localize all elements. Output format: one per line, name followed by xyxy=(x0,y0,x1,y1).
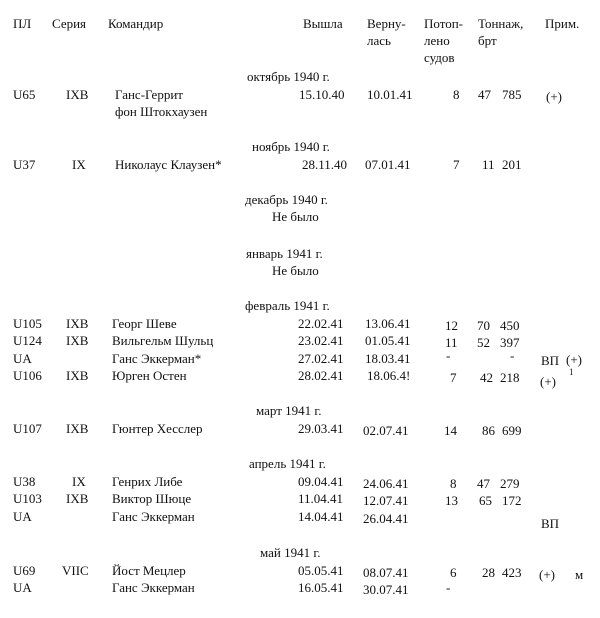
commander-cell: Вильгельм Шульц xyxy=(112,333,214,348)
tonnage-thousands-cell: 65 xyxy=(479,493,492,508)
departed-cell: 27.02.41 xyxy=(298,351,344,366)
tonnage-thousands-cell: 70 xyxy=(477,318,490,333)
footnote-marker: 1 xyxy=(569,367,574,377)
pl-cell: UA xyxy=(13,351,32,366)
commander-cell: Георг Шеве xyxy=(112,316,177,331)
tonnage-units-cell: 218 xyxy=(500,370,520,385)
no-patrols-text: Не было xyxy=(272,263,319,278)
returned-cell: 18.06.4! xyxy=(367,368,411,383)
sunk-cell: 8 xyxy=(453,87,460,102)
tonnage-units-cell: 397 xyxy=(500,335,520,350)
returned-cell: 12.07.41 xyxy=(363,493,409,508)
tonnage-thousands-cell: 86 xyxy=(482,423,495,438)
pl-cell: U37 xyxy=(13,157,36,172)
tonnage-thousands-cell: 28 xyxy=(482,565,495,580)
departed-cell: 15.10.40 xyxy=(299,87,345,102)
tonnage-units-cell: 450 xyxy=(500,318,520,333)
returned-cell: 13.06.41 xyxy=(365,316,411,331)
commander-cell: Ганс Эккерман xyxy=(112,509,195,524)
header-departed: Вышла xyxy=(303,16,343,31)
tonnage-thousands-cell: 52 xyxy=(477,335,490,350)
header-returned-line1: Верну- xyxy=(367,16,406,31)
tonnage-units-cell: 201 xyxy=(502,157,522,172)
sunk-cell: - xyxy=(446,580,451,595)
departed-cell: 16.05.41 xyxy=(298,580,344,595)
departed-cell: 29.03.41 xyxy=(298,421,344,436)
pl-cell: UA xyxy=(13,509,32,524)
sunk-cell: 7 xyxy=(450,370,457,385)
commander-cell: Ганс Эккерман xyxy=(112,580,195,595)
returned-cell: 26.04.41 xyxy=(363,511,409,526)
returned-cell: 02.07.41 xyxy=(363,423,409,438)
tonnage-thousands-cell: 11 xyxy=(482,157,495,172)
departed-cell: 14.04.41 xyxy=(298,509,344,524)
pl-cell: U38 xyxy=(13,474,36,489)
commander-cell-line2: фон Штокхаузен xyxy=(115,104,208,119)
month-heading: ноябрь 1940 г. xyxy=(252,139,330,154)
tonnage-thousands-cell: 47 xyxy=(478,87,491,102)
no-patrols-text: Не было xyxy=(272,209,319,224)
commander-cell: Николаус Клаузен* xyxy=(115,157,222,172)
tonnage-cell: - xyxy=(510,348,515,363)
pl-cell: U103 xyxy=(13,491,42,506)
sunk-cell: 12 xyxy=(445,318,458,333)
returned-cell: 18.03.41 xyxy=(365,351,411,366)
series-cell: IXB xyxy=(66,368,89,383)
pl-cell: U105 xyxy=(13,316,42,331)
header-note: Прим. xyxy=(545,16,580,31)
returned-cell: 24.06.41 xyxy=(363,476,409,491)
returned-cell: 08.07.41 xyxy=(363,565,409,580)
note-cell-extra: (+) xyxy=(566,352,582,367)
commander-cell: Юрген Остен xyxy=(112,368,187,383)
commander-cell: Йост Мецлер xyxy=(112,563,186,578)
departed-cell: 28.11.40 xyxy=(302,157,348,172)
sunk-cell: 6 xyxy=(450,565,457,580)
header-tonnage-line1: Тоннаж, xyxy=(478,16,524,31)
returned-cell: 30.07.41 xyxy=(363,582,409,597)
series-cell: IXB xyxy=(66,421,89,436)
month-heading: апрель 1941 г. xyxy=(249,456,326,471)
note-cell: (+) xyxy=(539,567,555,582)
header-pl: ПЛ xyxy=(13,16,32,31)
month-heading: декабрь 1940 г. xyxy=(245,192,328,207)
returned-cell: 07.01.41 xyxy=(365,157,411,172)
series-cell: IXB xyxy=(66,87,89,102)
series-cell: IX xyxy=(72,157,86,172)
pl-cell: U106 xyxy=(13,368,42,383)
series-cell: IXB xyxy=(66,491,89,506)
series-cell: IXB xyxy=(66,316,89,331)
note-cell: (+) xyxy=(546,89,562,104)
month-heading: январь 1941 г. xyxy=(246,246,323,261)
tonnage-thousands-cell: 47 xyxy=(477,476,490,491)
pl-cell: U124 xyxy=(13,333,42,348)
month-heading: март 1941 г. xyxy=(256,403,322,418)
sunk-cell: 11 xyxy=(445,335,458,350)
pl-cell: U69 xyxy=(13,563,36,578)
tonnage-units-cell: 172 xyxy=(502,493,522,508)
sunk-cell: 7 xyxy=(453,157,460,172)
header-series: Серия xyxy=(52,16,87,31)
tonnage-units-cell: 785 xyxy=(502,87,522,102)
header-sunk-line3: судов xyxy=(424,50,455,65)
departed-cell: 09.04.41 xyxy=(298,474,344,489)
commander-cell: Генрих Либе xyxy=(112,474,183,489)
tonnage-units-cell: 423 xyxy=(502,565,522,580)
commander-cell: Ганс Эккерман* xyxy=(112,351,202,366)
header-sunk-line2: лено xyxy=(424,33,450,48)
sunk-cell: 14 xyxy=(444,423,457,438)
pl-cell: UA xyxy=(13,580,32,595)
departed-cell: 23.02.41 xyxy=(298,333,344,348)
header-tonnage-line2: брт xyxy=(478,33,497,48)
sunk-cell: 8 xyxy=(450,476,457,491)
series-cell: IX xyxy=(72,474,86,489)
month-heading: февраль 1941 г. xyxy=(245,298,330,313)
note-cell: (+) xyxy=(540,374,556,389)
sunk-cell: 13 xyxy=(445,493,458,508)
header-sunk-line1: Потоп- xyxy=(424,16,464,31)
header-commander: Командир xyxy=(108,16,164,31)
commander-cell: Ганс-Геррит xyxy=(115,87,183,102)
returned-cell: 01.05.41 xyxy=(365,333,411,348)
departed-cell: 05.05.41 xyxy=(298,563,344,578)
sunk-cell: - xyxy=(446,348,451,363)
departed-cell: 28.02.41 xyxy=(298,368,344,383)
pl-cell: U107 xyxy=(13,421,42,436)
note-cell: ВП xyxy=(541,353,560,368)
series-cell: IXB xyxy=(66,333,89,348)
note-cell: ВП xyxy=(541,516,560,531)
note-cell-extra: м xyxy=(575,567,584,582)
tonnage-thousands-cell: 42 xyxy=(480,370,493,385)
departed-cell: 11.04.41 xyxy=(298,491,344,506)
commander-cell: Гюнтер Хесслер xyxy=(112,421,203,436)
month-heading: октябрь 1940 г. xyxy=(247,69,330,84)
tonnage-units-cell: 279 xyxy=(500,476,520,491)
commander-cell: Виктор Шюце xyxy=(112,491,192,506)
header-returned-line2: лась xyxy=(367,33,391,48)
series-cell: VIIC xyxy=(62,563,89,578)
pl-cell: U65 xyxy=(13,87,36,102)
tonnage-units-cell: 699 xyxy=(502,423,522,438)
returned-cell: 10.01.41 xyxy=(367,87,413,102)
departed-cell: 22.02.41 xyxy=(298,316,344,331)
month-heading: май 1941 г. xyxy=(260,545,321,560)
